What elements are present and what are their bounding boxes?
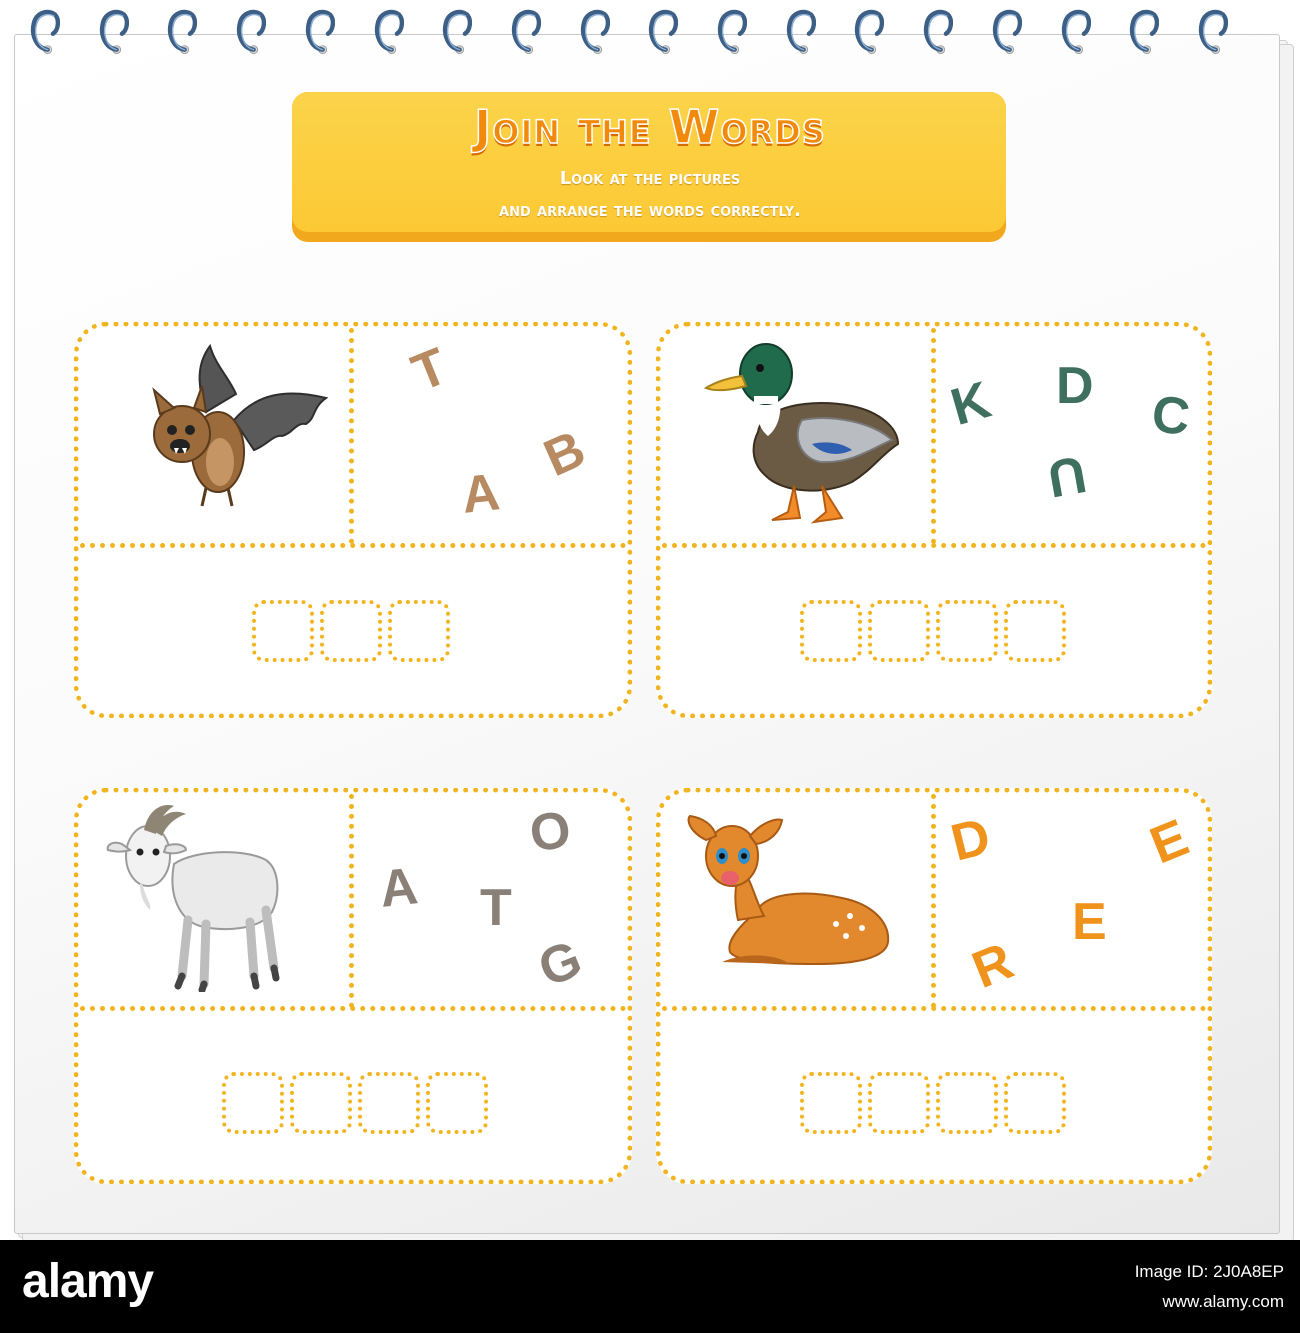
- spiral-ring-icon: [648, 6, 678, 58]
- scrambled-letter: T: [404, 337, 456, 403]
- card-divider: [80, 543, 626, 548]
- scrambled-letter: B: [535, 419, 594, 489]
- scrambled-letter: K: [944, 370, 997, 438]
- spiral-ring-icon: [1198, 6, 1228, 58]
- answer-box[interactable]: [320, 600, 382, 662]
- spiral-ring-icon: [167, 6, 197, 58]
- answer-box[interactable]: [868, 1072, 930, 1134]
- instructions-line-2: and arrange the words correctly.: [499, 200, 801, 221]
- scrambled-letter: U: [1043, 444, 1091, 508]
- image-id-text: Image ID: 2J0A8EP: [1134, 1262, 1284, 1281]
- card-divider: [349, 794, 354, 1008]
- answer-box[interactable]: [388, 600, 450, 662]
- spiral-ring-icon: [236, 6, 266, 58]
- scrambled-letter: R: [964, 932, 1022, 1000]
- answer-box[interactable]: [1004, 1072, 1066, 1134]
- spiral-ring-icon: [305, 6, 335, 58]
- bat-icon: [136, 342, 330, 514]
- scrambled-letter: A: [459, 463, 503, 525]
- answer-box[interactable]: [358, 1072, 420, 1134]
- answer-box[interactable]: [426, 1072, 488, 1134]
- answer-box[interactable]: [1004, 600, 1066, 662]
- spiral-ring-icon: [99, 6, 129, 58]
- spiral-ring-icon: [854, 6, 884, 58]
- spiral-ring-icon: [992, 6, 1022, 58]
- answer-box[interactable]: [868, 600, 930, 662]
- spiral-ring-icon: [923, 6, 953, 58]
- deer-icon: [686, 812, 894, 972]
- duck-icon: [702, 336, 902, 528]
- website-link[interactable]: www.alamy.com: [1162, 1292, 1284, 1311]
- spiral-binding: [0, 0, 1300, 70]
- spiral-ring-icon: [580, 6, 610, 58]
- spiral-ring-icon: [442, 6, 472, 58]
- card-divider: [662, 1006, 1206, 1011]
- card-divider: [662, 543, 1206, 548]
- answer-box[interactable]: [222, 1072, 284, 1134]
- spiral-ring-icon: [717, 6, 747, 58]
- spiral-ring-icon: [1129, 6, 1159, 58]
- card-divider: [80, 1006, 626, 1011]
- card-divider: [931, 328, 936, 544]
- spiral-ring-icon: [374, 6, 404, 58]
- goat-icon: [104, 800, 282, 992]
- spiral-ring-icon: [30, 6, 60, 58]
- scrambled-letter: D: [945, 807, 997, 873]
- card-divider: [349, 328, 354, 544]
- spiral-ring-icon: [1061, 6, 1091, 58]
- scrambled-letter: A: [377, 857, 421, 919]
- watermark-footer: [0, 1240, 1300, 1333]
- answer-box[interactable]: [936, 1072, 998, 1134]
- scrambled-letter: O: [526, 800, 575, 864]
- answer-box[interactable]: [290, 1072, 352, 1134]
- answer-box[interactable]: [800, 1072, 862, 1134]
- spiral-ring-icon: [786, 6, 816, 58]
- scrambled-letter: D: [1056, 357, 1094, 415]
- scrambled-letter: G: [530, 929, 590, 999]
- scrambled-letter: E: [1142, 808, 1197, 876]
- answer-box[interactable]: [800, 600, 862, 662]
- instructions-line-1: Look at the pictures: [559, 168, 741, 189]
- scrambled-letter: E: [1072, 893, 1107, 951]
- answer-box[interactable]: [252, 600, 314, 662]
- answer-box[interactable]: [936, 600, 998, 662]
- spiral-ring-icon: [511, 6, 541, 58]
- worksheet-title: Join the Words: [474, 100, 826, 154]
- scrambled-letter: T: [480, 879, 512, 937]
- scrambled-letter: C: [1149, 385, 1193, 447]
- alamy-logo: alamy: [22, 1255, 154, 1308]
- card-divider: [931, 794, 936, 1008]
